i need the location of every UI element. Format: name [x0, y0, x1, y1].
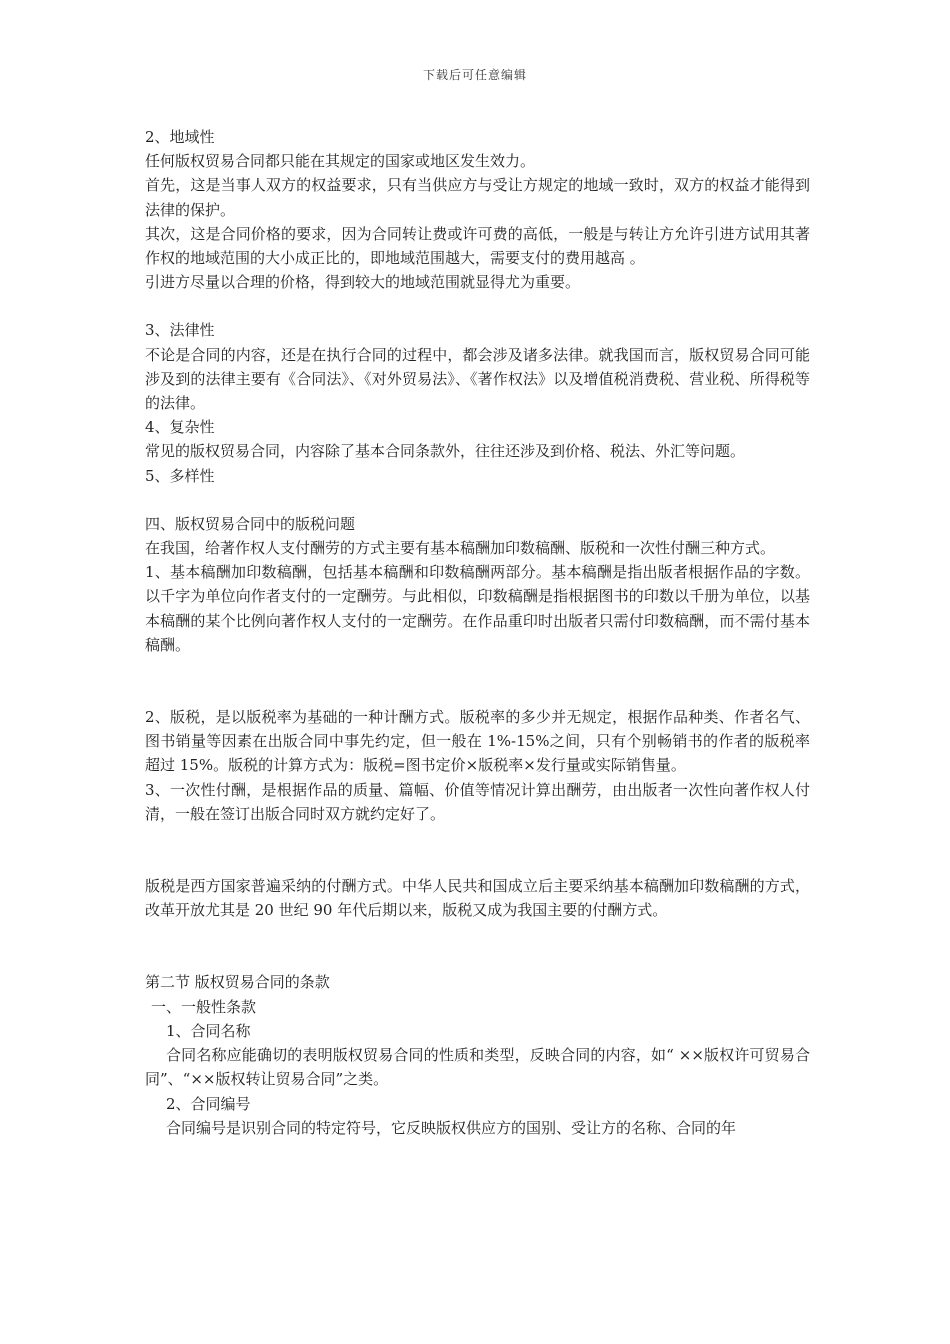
paragraph: 其次，这是合同价格的要求，因为合同转让费或许可费的高低，一般是与转让方允许引进方试用其著作权的地域范围的大小成正比的，即地域范围越大，需要支付的费用越高 。 [145, 224, 810, 268]
spacer [145, 488, 810, 512]
paragraph: 2、版税，是以版税率为基础的一种计酬方式。版税率的多少并无规定，根据作品种类、作者名气、图书销量等因素在出版合同中事先约定，但一般在 1%-15%之间，只有个别畅销书的作者的版税率超过 15%。版税的计算方式为：版税=图书定价×版税率×发行量或实际销售量。 [145, 708, 810, 775]
paragraph: 版税是西方国家普遍采纳的付酬方式。中华人民共和国成立后主要采纳基本稿酬加印数稿酬的方式，改革开放尤其是 20 世纪 90 年代后期以来，版税又成为我国主要的付酬方式。 [145, 877, 810, 920]
paragraph: 引进方尽量以合理的价格，得到较大的地域范围就显得尤为重要。 [145, 273, 581, 292]
paragraph: 不论是合同的内容，还是在执行合同的过程中，都会涉及诸多法律。就我国而言，版权贸易合同可能涉及到的法律主要有《合同法》、《对外贸易法》、《著作权法》以及增值税消费税、营业税、所得税等的法律。 [145, 345, 810, 413]
spacer [145, 657, 810, 705]
paragraph: 任何版权贸易合同都只能在其规定的国家或地区发生效力。 [145, 152, 536, 171]
paragraph: 3、一次性付酬，是根据作品的质量、篇幅、价值等情况计算出酬劳，由出版者一次性向著作权人付清，一般在签订出版合同时双方就约定好了。 [145, 780, 810, 823]
paragraph: 在我国，给著作权人支付酬劳的方式主要有基本稿酬加印数稿酬、版税和一次性付酬三种方式。 [145, 539, 776, 558]
section-heading: 四、版权贸易合同中的版税问题 [145, 514, 356, 533]
paragraph: 常见的版权贸易合同，内容除了基本合同条款外，往往还涉及到价格、税法、外汇等问题。 [145, 442, 746, 461]
subsection-heading: 2、合同编号 [166, 1094, 251, 1113]
document-body [145, 125, 810, 1140]
paragraph: 合同编号是识别合同的特定符号，它反映版权供应方的国别、受让方的名称、合同的年 [166, 1118, 737, 1137]
section-heading: 5、多样性 [145, 466, 215, 485]
section-heading: 一、一般性条款 [151, 997, 257, 1016]
section-heading: 2、地域性 [145, 128, 215, 146]
section-heading: 3、法律性 [145, 321, 215, 340]
page-header: 下载后可任意编辑 [422, 68, 527, 82]
chapter-heading: 第二节 版权贸易合同的条款 [145, 973, 330, 992]
spacer [145, 922, 810, 970]
paragraph: 首先，这是当事人双方的权益要求，只有当供应方与受让方规定的地域一致时，双方的权益才能得到法律的保护。 [145, 176, 810, 219]
section-heading: 4、复杂性 [145, 418, 215, 437]
paragraph: 合同名称应能确切的表明版权贸易合同的性质和类型，反映合同的内容，如“ ××版权许可贸易合同”、“××版权转让贸易合同”之类。 [145, 1046, 810, 1089]
spacer [145, 826, 810, 874]
subsection-heading: 1、合同名称 [166, 1021, 251, 1040]
paragraph: 1、基本稿酬加印数稿酬，包括基本稿酬和印数稿酬两部分。基本稿酬是指出版者根据作品的字数。以千字为单位向作者支付的一定酬劳。与此相似，印数稿酬是指根据图书的印数以千册为单位，以基本稿酬的某个比例向著作权人支付的一定酬劳。在作品重印时出版者只需付印数稿酬，而不需付基本稿酬。 [145, 563, 810, 654]
spacer [145, 294, 810, 318]
